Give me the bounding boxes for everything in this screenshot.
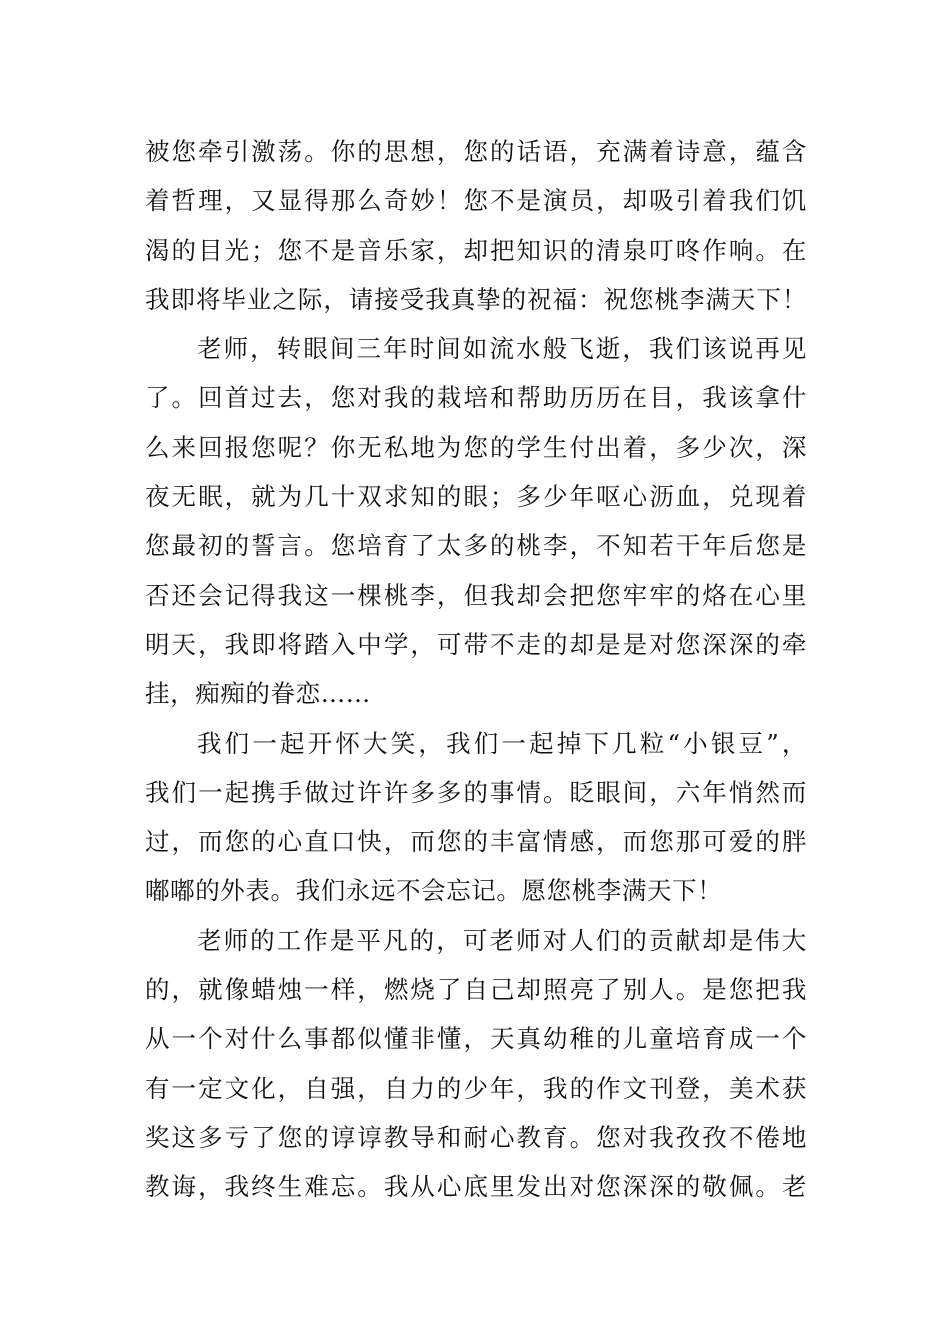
text-line: 明天，我即将踏入中学，可带不走的却是是对您深深的牵 (145, 629, 807, 659)
text-line: 我们一起开怀大笑，我们一起掉下几粒“小银豆”， (197, 728, 807, 758)
text-line: 奖这多亏了您的谆谆教导和耐心教育。您对我孜孜不倦地 (145, 1122, 807, 1152)
text-line: 有一定文化，自强，自力的少年，我的作文刊登，美术获 (145, 1073, 807, 1103)
text-line: 我们一起携手做过许许多多的事情。眨眼间，六年悄然而 (145, 777, 807, 807)
text-line: 过，而您的心直口快，而您的丰富情感，而您那可爱的胖 (145, 827, 807, 857)
text-line: 被您牵引激荡。你的思想，您的话语，充满着诗意，蕴含 (145, 137, 807, 166)
text-line: 么来回报您呢？你无私地为您的学生付出着，多少次，深 (145, 432, 807, 462)
document-body (145, 127, 807, 1212)
text-line: 渴的目光；您不是音乐家，却把知识的清泉叮咚作响。在 (145, 235, 807, 265)
text-line: 嘟嘟的外表。我们永远不会忘记。愿您桃李满天下！ (145, 876, 723, 906)
text-line: 夜无眠，就为几十双求知的眼；多少年呕心沥血，兑现着 (145, 482, 807, 512)
text-line: 老师的工作是平凡的，可老师对人们的贡献却是伟大 (197, 925, 807, 955)
text-line: 的，就像蜡烛一样，燃烧了自己却照亮了别人。是您把我 (145, 975, 807, 1005)
text-line: 着哲理，又显得那么奇妙！您不是演员，却吸引着我们饥 (145, 186, 807, 216)
text-line: 挂，痴痴的眷恋…… (145, 679, 371, 709)
text-line: 了。回首过去，您对我的栽培和帮助历历在目，我该拿什 (145, 383, 807, 413)
text-line: 我即将毕业之际，请接受我真挚的祝福：祝您桃李满天下！ (145, 284, 807, 314)
text-line: 老师，转眼间三年时间如流水般飞逝，我们该说再见 (197, 334, 807, 364)
text-line: 从一个对什么事都似懂非懂，天真幼稚的儿童培育成一个 (145, 1024, 807, 1054)
text-line: 教诲，我终生难忘。我从心底里发出对您深深的敬佩。老 (145, 1172, 807, 1202)
text-line: 您最初的誓言。您培育了太多的桃李，不知若干年后您是 (145, 531, 807, 561)
text-line: 否还会记得我这一棵桃李，但我却会把您牢牢的烙在心里 (145, 580, 807, 610)
